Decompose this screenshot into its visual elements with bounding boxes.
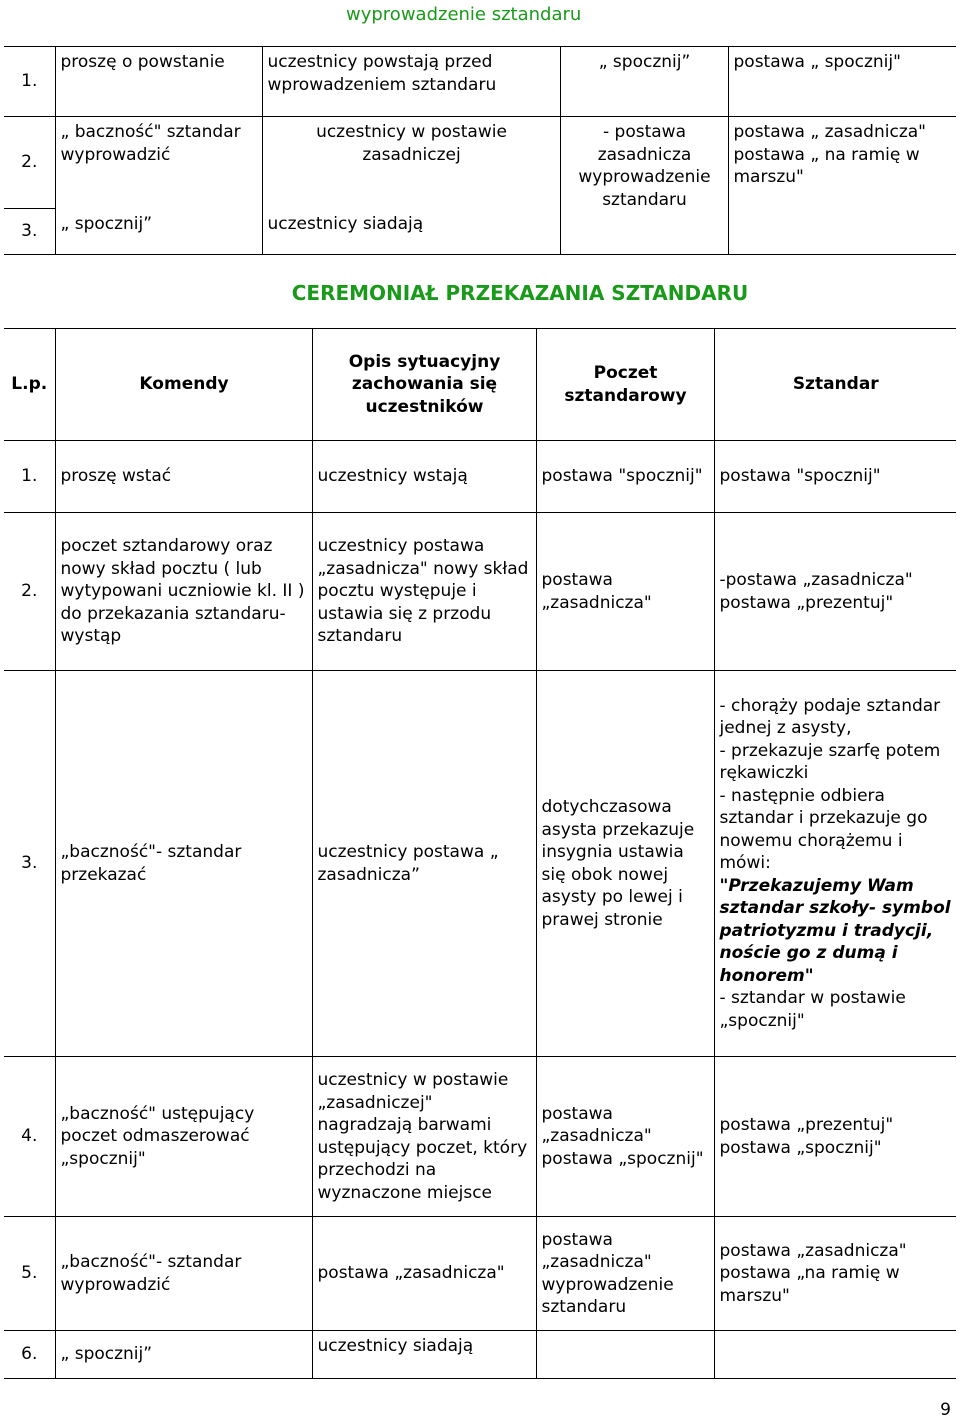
table-row xyxy=(4,1217,956,1331)
ceremony-title: CEREMONIAŁ PRZEKAZANIA SZTANDARU xyxy=(291,281,749,305)
banner-cell xyxy=(714,1331,956,1379)
escort-cell: - postawa zasadnicza wyprowadzenie sztandaru xyxy=(560,117,728,255)
escort-cell: dotychczasowa asysta przekazuje insygnia ustawia się obok nowej asysty po lewej i prawej stronie xyxy=(536,671,714,1057)
description-cell: uczestnicy siadają xyxy=(262,209,560,255)
table-row xyxy=(4,1331,956,1379)
table-row xyxy=(4,47,956,117)
table-row xyxy=(4,513,956,671)
description-cell: uczestnicy w postawie zasadniczej xyxy=(262,117,560,209)
row-number: 2. xyxy=(4,513,55,671)
description-cell: uczestnicy w postawie „zasadniczej" nagradzają barwami ustępujący poczet, który przechodzi na wyznaczone miejsce xyxy=(312,1057,536,1217)
table-row xyxy=(4,671,956,1057)
command-cell: „baczność"- sztandar przekazać xyxy=(55,671,312,1057)
header-description: Opis sytuacyjny zachowania się uczestników xyxy=(312,329,536,441)
description-cell: postawa „zasadnicza" xyxy=(312,1217,536,1331)
command-cell: „baczność" ustępujący poczet odmaszerować „spocznij" xyxy=(55,1057,312,1217)
command-cell: „baczność"- sztandar wyprowadzić xyxy=(55,1217,312,1331)
banner-cell: postawa „ spocznij" xyxy=(728,47,956,117)
banner-step-3: - następnie odbiera sztandar i przekazuje go nowemu chorążemu i mówi: xyxy=(719,785,928,874)
table-row xyxy=(4,441,956,513)
command-cell: proszę o powstanie xyxy=(55,47,262,117)
banner-cell: postawa „zasadnicza" postawa „na ramię w marszu" xyxy=(714,1217,956,1331)
header-commands: Komendy xyxy=(55,329,312,441)
banner-step-1: - chorąży podaje sztandar jednej z asysty, xyxy=(719,695,941,739)
header-row xyxy=(4,329,956,441)
command-cell: proszę wstać xyxy=(55,441,312,513)
command-cell: „ spocznij” xyxy=(55,209,262,255)
escort-cell: postawa „zasadnicza" postawa „spocznij" xyxy=(536,1057,714,1217)
row-number: 5. xyxy=(4,1217,55,1331)
banner-cell xyxy=(714,671,956,1057)
banner-cell: postawa „ zasadnicza" postawa „ na ramię w marszu" xyxy=(728,117,956,255)
page-number: 9 xyxy=(940,1399,951,1420)
banner-cell: -postawa „zasadnicza" postawa „prezentuj" xyxy=(714,513,956,671)
banner-step-2: - przekazuje szarfę potem rękawiczki xyxy=(719,740,941,784)
banner-quote: "Przekazujemy Wam sztandar szkoły- symbol patriotyzmu i tradycji, noście go z dumą i honorem" xyxy=(719,875,951,986)
command-cell: „ spocznij” xyxy=(55,1331,312,1379)
row-number: 3. xyxy=(4,209,55,255)
top-title: wyprowadzenie sztandaru xyxy=(346,4,582,25)
table-row xyxy=(4,117,956,209)
row-number: 2. xyxy=(4,117,55,209)
table-row xyxy=(4,1057,956,1217)
command-cell: „ baczność" sztandar wyprowadzić xyxy=(55,117,262,209)
description-cell: uczestnicy siadają xyxy=(312,1331,536,1379)
command-cell: poczet sztandarowy oraz nowy skład pocztu ( lub wytypowani uczniowie kl. II ) do przekazania sztandaru- wystąp xyxy=(55,513,312,671)
banner-cell: postawa "spocznij" xyxy=(714,441,956,513)
description-cell: uczestnicy postawa „zasadnicza" nowy skład pocztu występuje i ustawia się z przodu sztandaru xyxy=(312,513,536,671)
header-escort: Poczet sztandarowy xyxy=(536,329,714,441)
row-number: 1. xyxy=(4,441,55,513)
escort-cell: postawa „zasadnicza" xyxy=(536,513,714,671)
escort-cell: „ spocznij” xyxy=(560,47,728,117)
row-number: 3. xyxy=(4,671,55,1057)
description-cell: uczestnicy postawa „ zasadnicza” xyxy=(312,671,536,1057)
escort-cell: postawa „zasadnicza" wyprowadzenie sztandaru xyxy=(536,1217,714,1331)
description-cell: uczestnicy powstają przed wprowadzeniem sztandaru xyxy=(262,47,560,117)
row-number: 4. xyxy=(4,1057,55,1217)
description-cell: uczestnicy wstają xyxy=(312,441,536,513)
row-number: 1. xyxy=(4,47,55,117)
top-table xyxy=(4,46,956,255)
header-banner: Sztandar xyxy=(714,329,956,441)
escort-cell: postawa "spocznij" xyxy=(536,441,714,513)
header-lp: L.p. xyxy=(4,329,55,441)
banner-step-4: - sztandar w postawie „spocznij" xyxy=(719,988,906,1031)
row-number: 6. xyxy=(4,1331,55,1379)
escort-cell xyxy=(536,1331,714,1379)
banner-cell: postawa „prezentuj" postawa „spocznij" xyxy=(714,1057,956,1217)
main-table xyxy=(4,328,956,1379)
